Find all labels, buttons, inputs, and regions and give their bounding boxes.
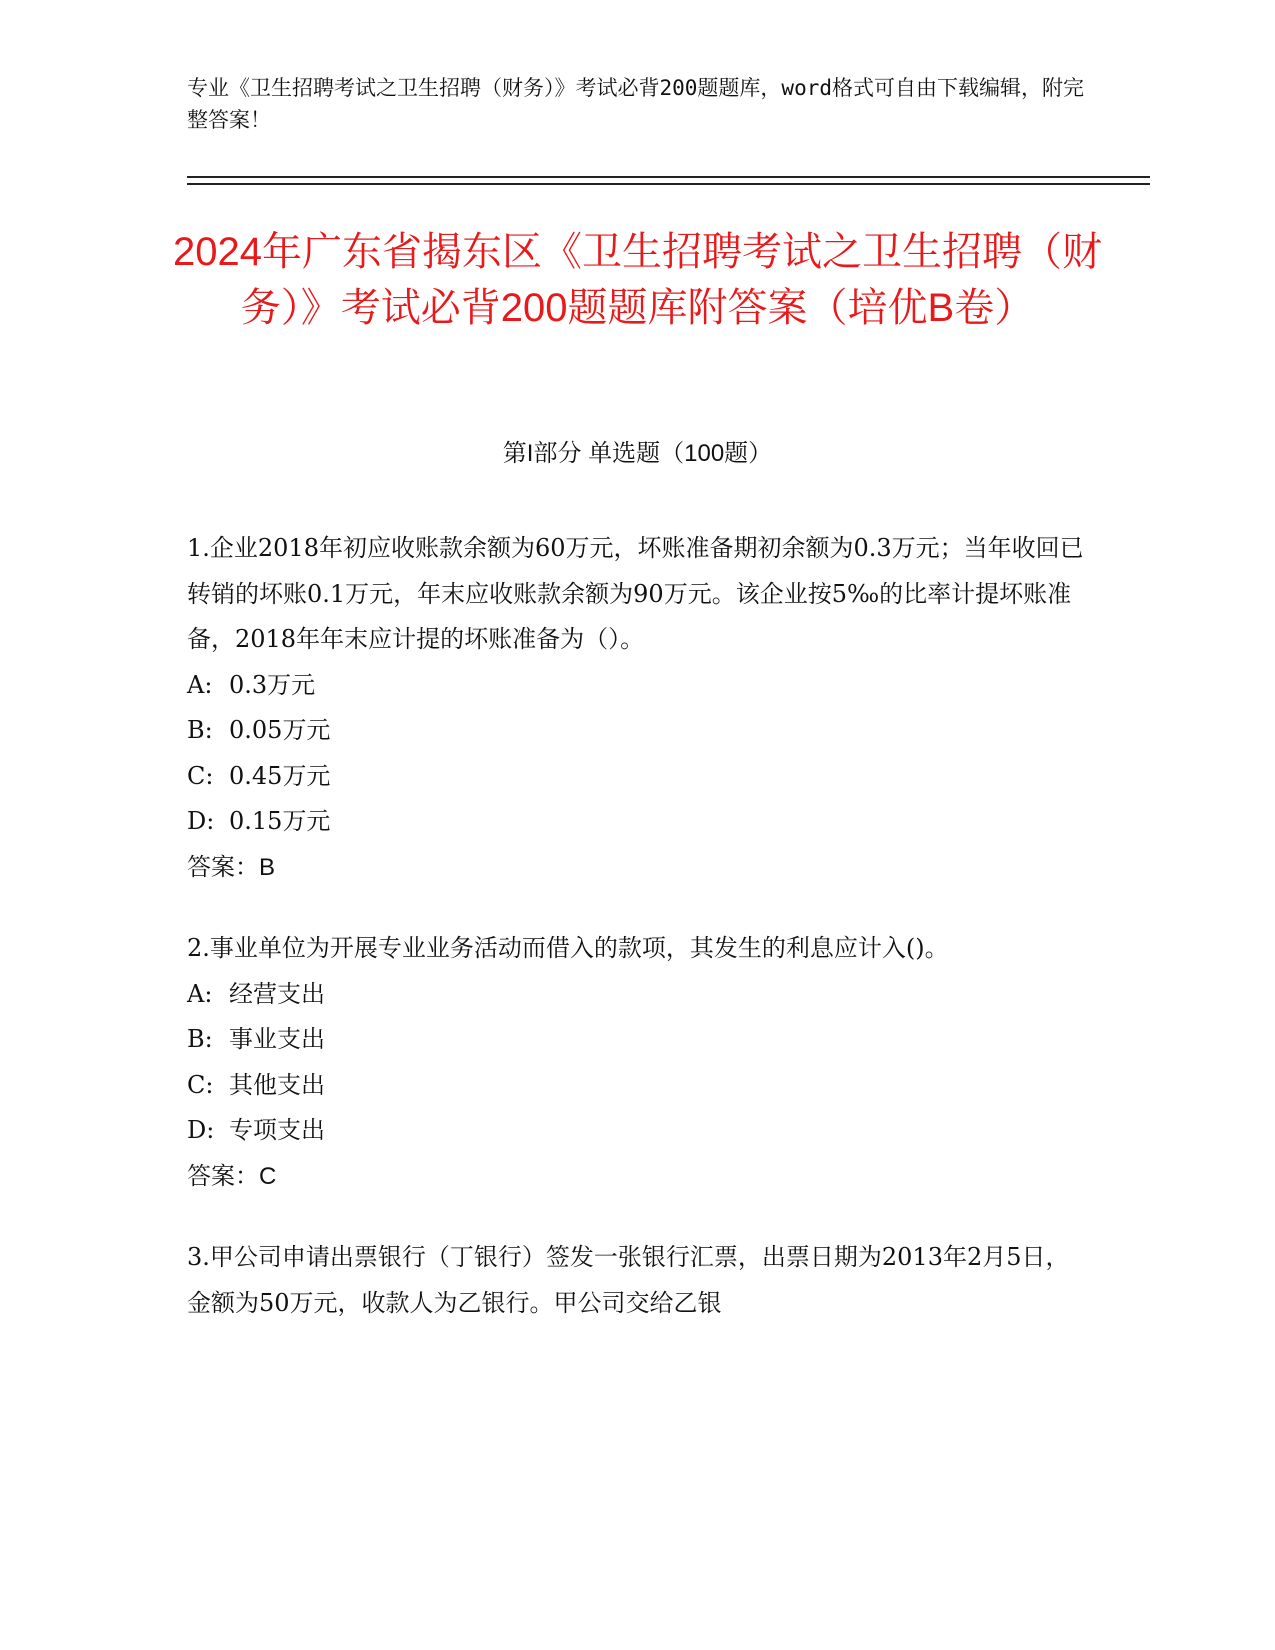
answer-line: 答案：C [187,1162,277,1190]
option-text: 0.45万元 [229,761,331,790]
option-text: 事业支出 [229,1025,325,1053]
option-letter: D: [187,1116,215,1144]
option-letter: C: [187,1070,214,1099]
option-d [187,1108,1087,1154]
option-text: 经营支出 [229,979,325,1008]
question-list [187,526,1087,1362]
option-b [187,708,1087,754]
option-text: 专项支出 [229,1116,325,1144]
question-item [187,1235,1087,1326]
option-letter: A: [187,670,213,699]
option-letter: B: [187,1025,213,1053]
question-item [187,526,1087,890]
document-title: 2024年广东省揭东区《卫生招聘考试之卫生招聘（财务）》考试必背200题题库附答案（培优B卷） [173,230,1102,330]
option-a [187,663,1087,709]
option-text: 0.3万元 [229,670,316,699]
option-letter: D: [187,807,215,835]
option-b [187,1017,1087,1063]
option-text: 其他支出 [229,1070,325,1099]
section-heading: 第I部分 单选题（100题） [502,440,773,467]
question-stem: 3.甲公司申请出票银行（丁银行）签发一张银行汇票，出票日期为2013年2月5日，金额为50万元，收款人为乙银行。甲公司交给乙银 [187,1243,1070,1317]
option-text: 0.15万元 [229,807,331,835]
answer-line: 答案：B [187,853,276,881]
intro-text: 专业《卫生招聘考试之卫生招聘（财务）》考试必背200题题库，word格式可自由下载编辑，附完整答案！ [187,76,1084,132]
option-d [187,799,1087,845]
option-letter: C: [187,761,214,790]
divider-line [187,176,1150,178]
question-item [187,926,1087,1199]
option-text: 0.05万元 [229,716,331,744]
option-letter: B: [187,716,213,744]
question-stem: 1.企业2018年初应收账款余额为60万元，坏账准备期初余额为0.3万元；当年收回已转销的坏账0.1万元，年末应收账款余额为90万元。该企业按5‰的比率计提坏账准备，2018年年末应计提的坏账准备为（）。 [187,534,1084,653]
question-stem: 2.事业单位为开展专业业务活动而借入的款项，其发生的利息应计入()。 [187,934,949,962]
divider-line [187,183,1150,185]
option-letter: A: [187,979,213,1008]
option-c [187,754,1087,800]
option-c [187,1063,1087,1109]
option-a [187,972,1087,1018]
